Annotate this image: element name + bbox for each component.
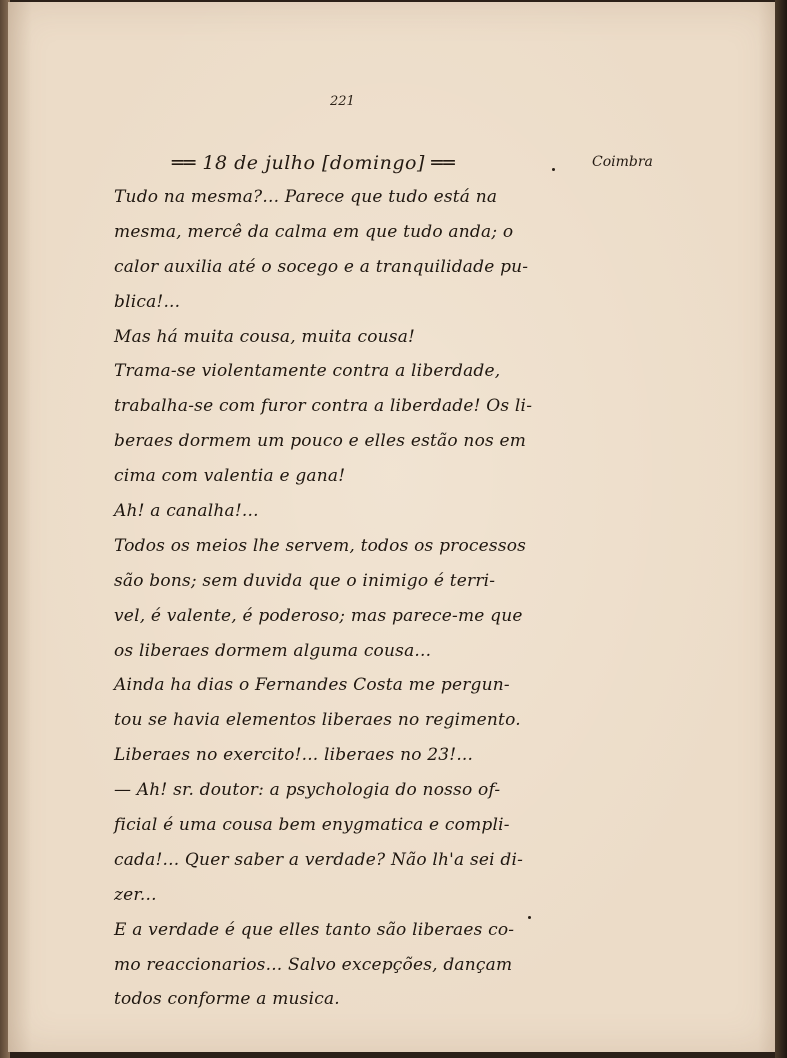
ink-dot: [528, 916, 531, 919]
text-line: tou se havia elementos liberaes no regimento.: [114, 710, 521, 731]
text-line: calor auxilia até o socego e a tranquilidade pu-: [114, 256, 529, 277]
page-number: 221: [330, 94, 355, 109]
text-line: blica!...: [114, 291, 181, 312]
text-line: Tudo na mesma?... Parece que tudo está na: [114, 187, 498, 207]
text-line: são bons; sem duvida que o inimigo é terri-: [114, 570, 496, 591]
text-line: E a verdade é que elles tanto são liberaes co-: [114, 919, 515, 940]
text-line: Ah! a canalha!...: [114, 501, 259, 522]
text-line: Todos os meios lhe servem, todos os processos: [114, 535, 527, 556]
entry-date-heading: ══ 18 de julho [domingo] ══: [172, 152, 456, 174]
text-line: trabalha-se com furor contra a liberdade! Os li-: [114, 396, 533, 417]
manuscript-page: [8, 2, 776, 1052]
text-line: Liberaes no exercito!... liberaes no 23!...: [114, 745, 474, 766]
text-line: Mas há muita cousa, muita cousa!: [114, 326, 416, 347]
ink-dot: [552, 168, 555, 171]
page-stack-edge: [775, 0, 787, 1058]
entry-place: Coimbra: [592, 154, 653, 170]
text-line: mesma, mercê da calma em que tudo anda; o: [114, 221, 514, 242]
text-line: beraes dormem um pouco e elles estão nos em: [114, 431, 527, 452]
text-line: cima com valentia e gana!: [114, 466, 346, 487]
text-line: todos conforme a musica.: [114, 989, 340, 1010]
text-line: os liberaes dormem alguma cousa...: [114, 640, 432, 661]
text-line: mo reaccionarios... Salvo excepções, dançam: [114, 954, 513, 975]
text-line: Ainda ha dias o Fernandes Costa me pergun-: [114, 675, 510, 696]
handwritten-body: [114, 180, 594, 1017]
text-line: cada!... Quer saber a verdade? Não lh'a sei di-: [114, 849, 524, 870]
text-line: — Ah! sr. doutor: a psychologia do nosso of-: [114, 780, 501, 801]
text-line: ficial é uma cousa bem enygmatica e compli-: [114, 815, 510, 836]
text-line: vel, é valente, é poderoso; mas parece-me que: [114, 605, 523, 626]
text-line: zer...: [114, 884, 157, 905]
text-line: Trama-se violentamente contra a liberdade,: [114, 361, 501, 382]
